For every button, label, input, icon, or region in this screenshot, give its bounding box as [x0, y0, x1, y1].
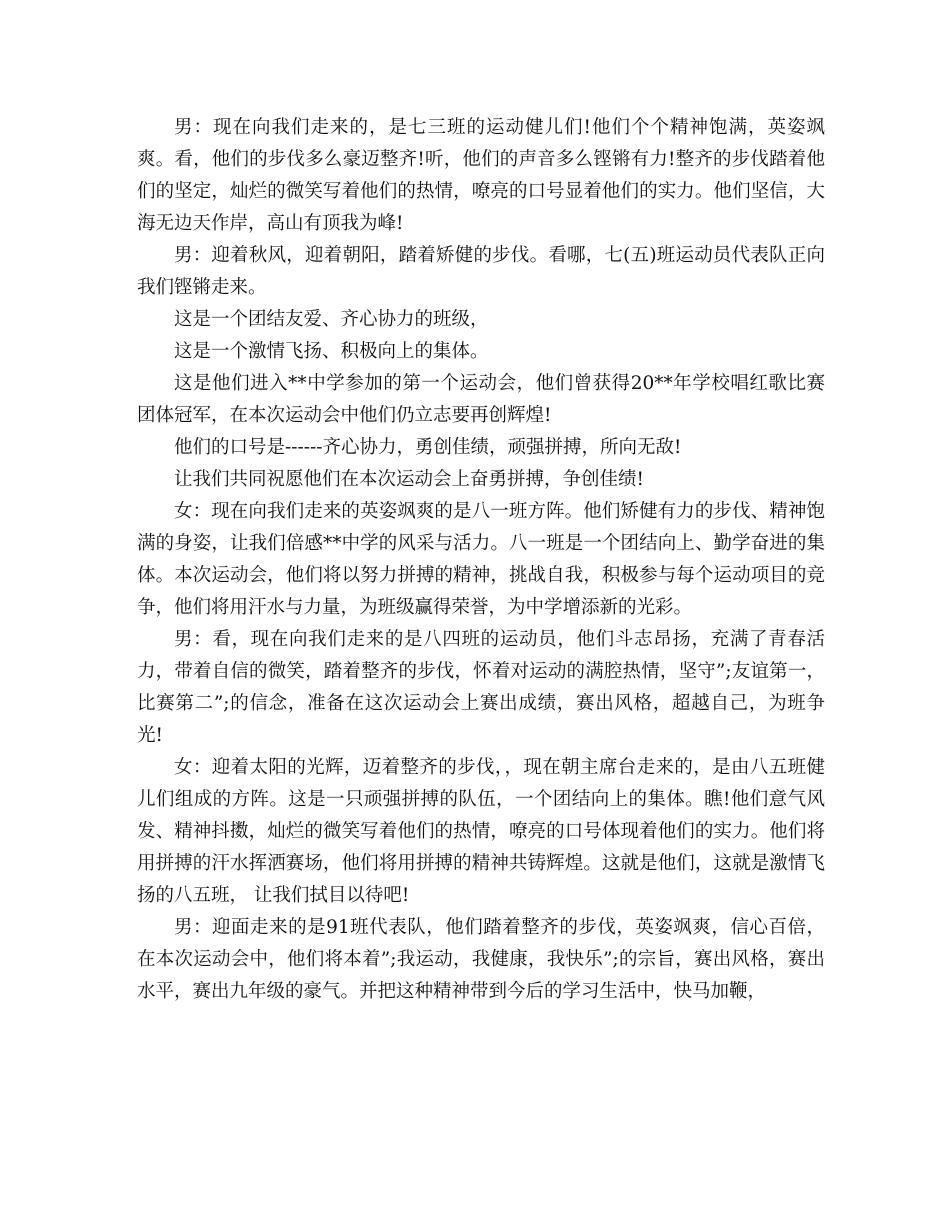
paragraph: 这是一个团结友爱、齐心协力的班级，: [174, 309, 489, 330]
paragraph: 这是一个激情飞扬、积极向上的集体。: [174, 341, 489, 362]
paragraph: 女：现在向我们走来的英姿飒爽的是八一班方阵。他们矫健有力的步伐、精神饱满的身姿，让我们倍感**中学的风采与活力。八一班是一个团结向上、勤学奋进的集体。本次运动会，他们将以努力拼搏的精神，挑战自我，积极参与每个运动项目的竞争，他们将用汗水与力量，为班级赢得荣誉，为中学增添新的光彩。: [137, 501, 825, 618]
paragraph: 他们的口号是------齐心协力，勇创佳绩，顽强拼搏，所向无敌!: [174, 437, 682, 458]
paragraph: 这是他们进入**中学参加的第一个运动会，他们曾获得20**年学校唱红歌比赛团体冠军，在本次运动会中他们仍立志要再创辉煌!: [137, 373, 825, 426]
document-body: [137, 112, 825, 1008]
paragraph: 让我们共同祝愿他们在本次运动会上奋勇拼搏，争创佳绩!: [174, 469, 644, 490]
paragraph: 女：迎着太阳的光辉，迈着整齐的步伐，，现在朝主席台走来的，是由八五班健儿们组成的方阵。这是一只顽强拼搏的队伍，一个团结向上的集体。瞧!他们意气风发、精神抖擞，灿烂的微笑写着他们的热情，嘹亮的口号体现着他们的实力。他们将用拼搏的汗水挥洒赛场，他们将用拼搏的精神共铸辉煌。这就是他们，这就是激情飞扬的八五班， 让我们拭目以待吧!: [137, 757, 825, 906]
paragraph: 男：迎着秋风，迎着朝阳，踏着矫健的步伐。看哪，七(五)班运动员代表队正向我们铿锵走来。: [137, 245, 825, 298]
paragraph: 男：看，现在向我们走来的是八四班的运动员，他们斗志昂扬，充满了青春活力，带着自信的微笑，踏着整齐的步伐，怀着对运动的满腔热情，坚守”;友谊第一，比赛第二”;的信念，准备在这次运动会上赛出成绩，赛出风格，超越自己，为班争光!: [137, 629, 825, 746]
paragraph: 男：迎面走来的是91班代表队，他们踏着整齐的步伐，英姿飒爽，信心百倍，在本次运动会中，他们将本着”;我运动，我健康，我快乐”;的宗旨，赛出风格，赛出水平，赛出九年级的豪气。并把这种精神带到今后的学习生活中，快马加鞭，: [137, 917, 825, 1002]
paragraph: 男：现在向我们走来的，是七三班的运动健儿们!他们个个精神饱满，英姿飒爽。看，他们的步伐多么豪迈整齐!听，他们的声音多么铿锵有力!整齐的步伐踏着他们的坚定，灿烂的微笑写着他们的热情，嘹亮的口号显着他们的实力。他们坚信，大海无边天作岸，高山有顶我为峰!: [137, 117, 825, 234]
